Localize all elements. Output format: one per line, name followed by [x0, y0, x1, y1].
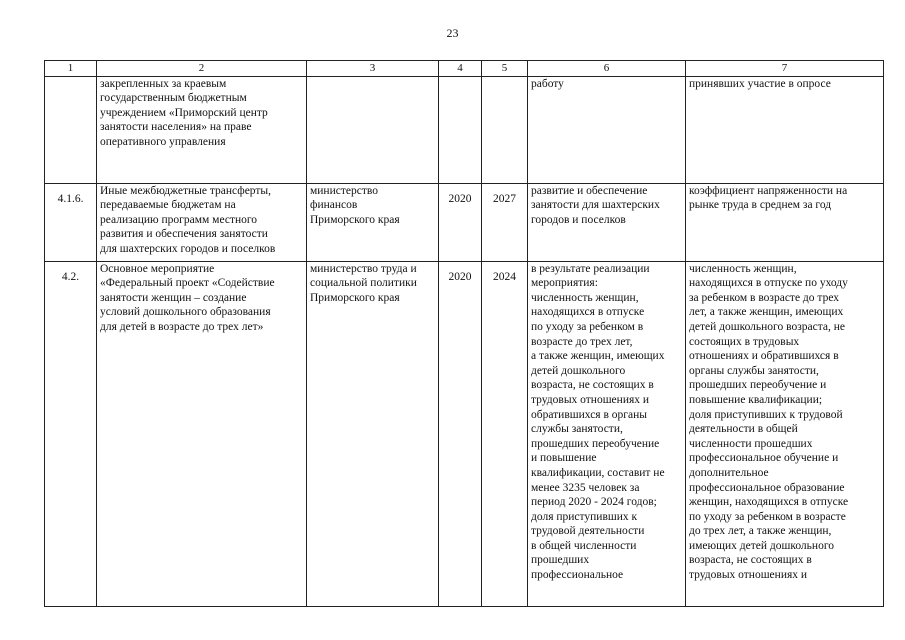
- activity-name: Основное мероприятие «Федеральный проект «Содействие занятости женщин – создание условий дошкольного образования для детей в возрасте до трех лет»: [97, 261, 307, 606]
- executor: министерство труда и социальной политики Приморского края: [307, 261, 439, 606]
- column-header: 7: [686, 61, 884, 77]
- indicator: принявших участие в опросе: [686, 76, 884, 183]
- activity-name: закрепленных за краевым государственным бюджетным учреждением «Приморский центр занятости населения» на праве оперативного управления: [97, 76, 307, 183]
- table-row: [45, 261, 884, 606]
- end-year: 2024: [482, 261, 528, 606]
- start-year: 2020: [439, 183, 482, 261]
- indicator: численность женщин, находящихся в отпуске по уходу за ребенком в возрасте до трех лет, а также женщин, имеющих детей дошкольного возраста, не состоящих в трудовых отношениях и обратившихся в органы службы занятости, прошедших переобучение и повышение квалификации; доля приступивших к трудовой деятельности в общей численности прошедших профессиональное обучение и дополнительное профессиональное образование женщин, находящихся в отпуске по уходу за ребенком в возрасте до трех лет, а также женщин, имеющих детей дошкольного возраста, не состоящих в трудовых отношениях и: [686, 261, 884, 606]
- column-number-row: [45, 61, 884, 77]
- indicator: коэффициент напряженности на рынке труда в среднем за год: [686, 183, 884, 261]
- table-row: [45, 76, 884, 183]
- end-year: [482, 76, 528, 183]
- start-year: 2020: [439, 261, 482, 606]
- executor: министерство финансов Приморского края: [307, 183, 439, 261]
- column-header: 3: [307, 61, 439, 77]
- item-number: 4.2.: [45, 261, 97, 606]
- table-row: [45, 183, 884, 261]
- executor: [307, 76, 439, 183]
- activity-name: Иные межбюджетные трансферты, передаваемые бюджетам на реализацию программ местного развития и обеспечения занятости для шахтерских городов и поселков: [97, 183, 307, 261]
- end-year: 2027: [482, 183, 528, 261]
- column-header: 2: [97, 61, 307, 77]
- item-number: [45, 76, 97, 183]
- expected-result: развитие и обеспечение занятости для шахтерских городов и поселков: [528, 183, 686, 261]
- measures-table: [44, 60, 884, 607]
- column-header: 5: [482, 61, 528, 77]
- start-year: [439, 76, 482, 183]
- expected-result: в результате реализации мероприятия: численность женщин, находящихся в отпуске по уходу за ребенком в возрасте до трех лет, а также женщин, имеющих детей дошкольного возраста, не состоящих в трудовых отношениях и обратившихся в органы службы занятости, прошедших переобучение и повышение квалификации, составит не менее 3235 человек за период 2020 - 2024 годов; доля приступивших к трудовой деятельности в общей численности прошедших профессиональное: [528, 261, 686, 606]
- item-number: 4.1.6.: [45, 183, 97, 261]
- column-header: 4: [439, 61, 482, 77]
- page-number: 23: [446, 26, 459, 40]
- column-header: 6: [528, 61, 686, 77]
- expected-result: работу: [528, 76, 686, 183]
- column-header: 1: [45, 61, 97, 77]
